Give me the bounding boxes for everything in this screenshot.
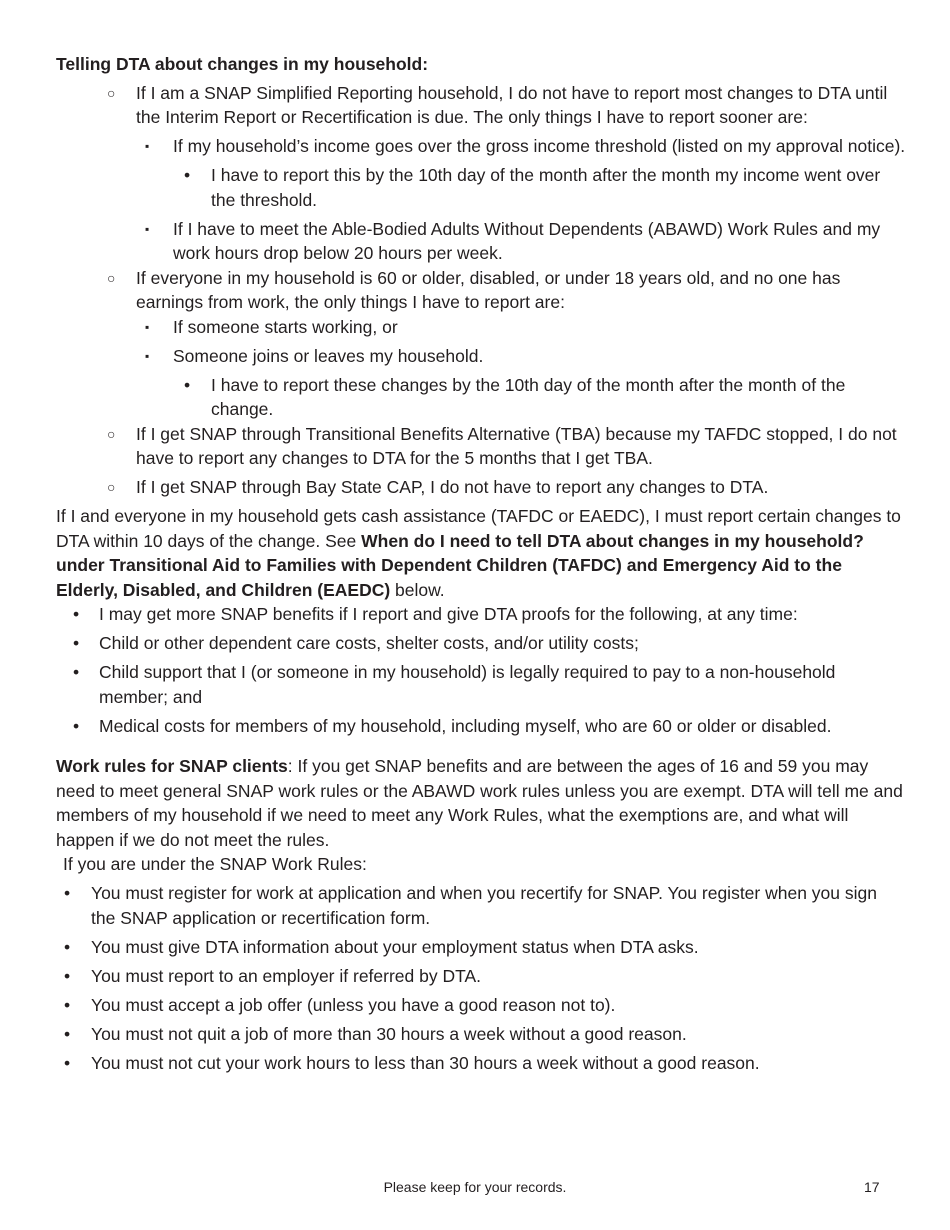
circle-bullet-icon: ○ xyxy=(107,479,116,495)
document-page xyxy=(56,52,906,1075)
list-item: ▪ Someone joins or leaves my household. xyxy=(56,344,906,369)
bullet-icon: • xyxy=(64,965,71,986)
work-rules-intro: If you are under the SNAP Work Rules: xyxy=(63,854,367,874)
list-item: ○ If I get SNAP through Transitional Benefits Alternative (TBA) because my TAFDC stopped, I do not have to report any changes to DTA for the 5 months that I get TBA. xyxy=(107,423,897,468)
list-item: • Child or other dependent care costs, shelter costs, and/or utility costs; xyxy=(56,631,906,656)
bullet-icon: • xyxy=(73,662,80,682)
section-heading: Telling DTA about changes in my household: xyxy=(56,54,429,74)
bullet-icon: • xyxy=(73,604,80,624)
circle-bullet-icon: ○ xyxy=(107,269,116,286)
square-bullet-icon: ▪ xyxy=(145,221,150,236)
bullet-icon: • xyxy=(64,1023,71,1044)
footer-note: Please keep for your records. xyxy=(383,1179,567,1195)
square-bullet-icon: ▪ xyxy=(145,139,150,153)
list-item: • You must not quit a job of more than 30 hours a week without a good reason. xyxy=(56,1022,906,1047)
square-bullet-icon: ▪ xyxy=(145,348,150,363)
list-item: • Medical costs for members of my household, including myself, who are 60 or older or disabled. xyxy=(56,714,906,739)
bullet-icon: • xyxy=(64,936,71,957)
list-item: ▪ If my household’s income goes over the gross income threshold (listed on my approval notice). xyxy=(56,134,906,159)
list-item: ○ If I am a SNAP Simplified Reporting household, I do not have to report most changes to DTA until the Interim Report or Recertification is due. The only things I have to report sooner are: xyxy=(107,82,888,127)
list-item: • Child support that I (or someone in my household) is legally required to pay to a non-household member; and xyxy=(73,662,836,707)
list-item: • You must report to an employer if referred by DTA. xyxy=(56,964,906,989)
list-item: • I have to report this by the 10th day of the month after the month my income went over the threshold. xyxy=(184,165,881,210)
square-bullet-icon: ▪ xyxy=(145,319,150,334)
list-item: • You must not cut your work hours to less than 30 hours a week without a good reason. xyxy=(56,1051,906,1076)
bullet-icon: • xyxy=(73,633,80,653)
bullet-icon: • xyxy=(64,994,71,1015)
work-rules-paragraph: Work rules for SNAP clients: If you get SNAP benefits and are between the ages of 16 and 59 you may need to meet general SNAP work rules or the ABAWD work rules unless you are exempt. DTA will tell me and members of my household if we need to meet any Work Rules, what the exemptions are, and what will happen if we do not meet the rules. xyxy=(56,756,903,850)
list-item: • I may get more SNAP benefits if I report and give DTA proofs for the following, at any time: xyxy=(56,602,906,627)
bullet-icon: • xyxy=(184,165,191,185)
circle-bullet-icon: ○ xyxy=(107,84,116,101)
list-item: ○ If everyone in my household is 60 or older, disabled, or under 18 years old, and no one has earnings from work, the only things I have to report are: xyxy=(107,267,841,312)
cash-assistance-paragraph: If I and everyone in my household gets cash assistance (TAFDC or EAEDC), I must report certain changes to DTA within 10 days of the change. See When do I need to tell DTA about changes in my household? under Transitional Aid to Families with Dependent Children (TAFDC) and Emergency Aid to the Elderly, Disabled, and Children (EAEDC) below. xyxy=(56,506,901,600)
list-item: • You must accept a job offer (unless you have a good reason not to). xyxy=(56,993,906,1018)
bullet-icon: • xyxy=(64,1052,71,1073)
bullet-icon: • xyxy=(184,374,191,395)
bullet-icon: • xyxy=(64,883,71,903)
list-item: ▪ If I have to meet the Able-Bodied Adults Without Dependents (ABAWD) Work Rules and my work hours drop below 20 hours per week. xyxy=(145,218,881,263)
bullet-icon: • xyxy=(73,715,80,736)
list-item: • I have to report these changes by the 10th day of the month after the month of the change. xyxy=(184,374,846,419)
list-item: • You must register for work at application and when you recertify for SNAP. You register when you sign the SNAP application or recertification form. xyxy=(64,883,877,928)
list-item: ▪ If someone starts working, or xyxy=(56,315,906,340)
circle-bullet-icon: ○ xyxy=(107,425,116,442)
list-item: • You must give DTA information about your employment status when DTA asks. xyxy=(56,935,906,960)
page-number: 17 xyxy=(864,1179,880,1195)
list-item: ○ If I get SNAP through Bay State CAP, I do not have to report any changes to DTA. xyxy=(56,475,906,500)
